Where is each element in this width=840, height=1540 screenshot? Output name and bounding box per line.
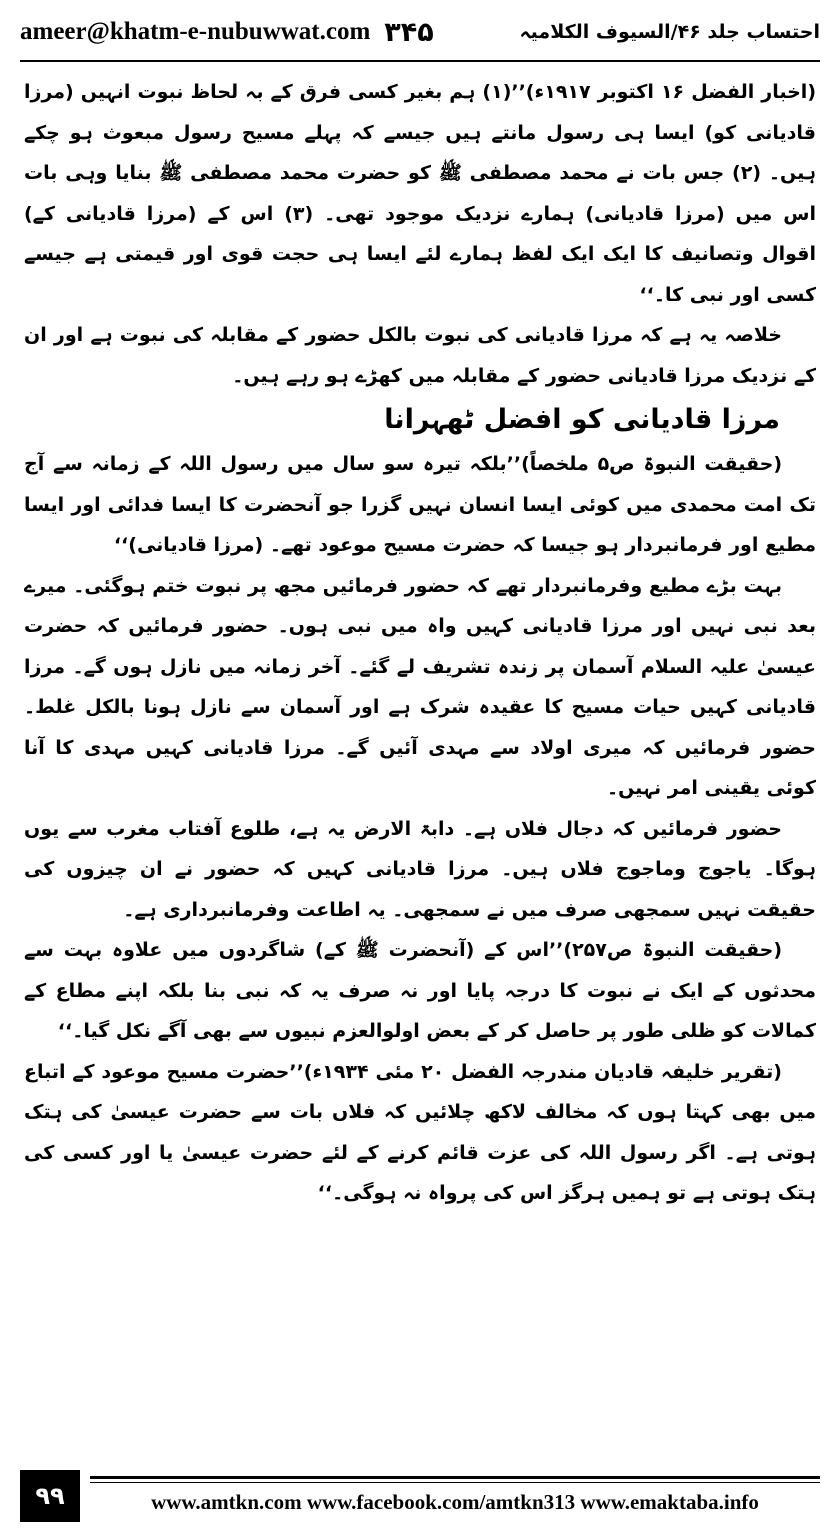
header-divider <box>20 60 820 62</box>
footer-divider-thin <box>90 1482 820 1483</box>
section-heading: مرزا قادیانی کو افضل ٹھہرانا <box>384 404 780 435</box>
page-header <box>20 10 820 54</box>
paragraph: بہت بڑے مطیع وفرمانبردار تھے کہ حضور فرمائیں مجھ پر نبوت ختم ہوگئی۔ میرے بعد نبی نہیں اور مرزا قادیانی کہیں واہ میں نبی ہوں۔ حضور فرمائیں کہ حضرت عیسیٰ علیہ السلام آسمان پر زندہ تشریف لے گئے۔ آخر زمانہ میں نازل ہوں گے۔ مرزا قادیانی کہیں حیات مسیح کا عقیدہ شرک ہے اور آسمان سے نازل ہونا بالکل غلط۔ حضور فرمائیں کہ میری اولاد سے مہدی آئیں گے۔ مرزا قادیانی کہیں مہدی کا آنا کوئی یقینی امر نہیں۔ <box>24 574 816 799</box>
paragraph: (حقیقت النبوۃ ص۲۵۷)’’اس کے (آنحضرت ﷺ کے) شاگردوں میں علاوہ بہت سے محدثوں کے ایک نے نبوت کا درجہ پایا اور نہ صرف یہ کہ نبی بنا بلکہ اپنے مطاع کے کمالات کو ظلی طور پر حاصل کر کے بعض اولوالعزم نبیوں سے بھی آگے نکل گیا۔‘‘ <box>24 939 816 1042</box>
paragraph: (اخبار الفضل ۱۶ اکتوبر ۱۹۱۷ء)’’(۱) ہم بغیر کسی فرق کے بہ لحاظ نبوت انہیں (مرزا قادیانی کو) ایسا ہی رسول مانتے ہیں جیسے کہ پہلے مسیح رسول مبعوث ہو چکے ہیں۔ (۲) جس بات نے محمد مصطفی ﷺ کو حضرت محمد مصطفی ﷺ بنایا وہی بات اس میں (مرزا قادیانی) ہمارے نزدیک موجود تھی۔ (۳) اس کے (مرزا قادیانی کے) اقوال وتصانیف کا ایک ایک لفظ ہمارے لئے ایسا ہی حجت قوی اور قیمتی ہے جیسے کسی اور نبی کا۔‘‘ <box>24 81 816 306</box>
paragraph: خلاصہ یہ ہے کہ مرزا قادیانی کی نبوت بالکل حضور کے مقابلہ کی نبوت ہے اور ان کے نزدیک مرزا قادیانی حضور کے مقابلہ میں کھڑے ہو رہے ہیں۔ <box>24 324 816 387</box>
header-email: ameer@khatm-e-nubuwwat.com <box>20 18 371 45</box>
page-body <box>24 72 816 1448</box>
paragraph: (تقریر خلیفہ قادیان مندرجہ الفضل ۲۰ مئی ۱۹۳۴ء)’’حضرت مسیح موعود کے اتباع میں بھی کہتا ہوں کہ مخالف لاکھ چلائیں کہ فلاں بات سے حضرت عیسیٰ کی ہتک ہوتی ہے۔ اگر رسول اللہ کی عزت قائم کرنے کے لئے حضرت عیسیٰ یا اور کسی کی ہتک ہوتی ہے تو ہمیں ہرگز اس کی پرواہ نہ ہوگی۔‘‘ <box>24 1060 816 1204</box>
paragraph: (حقیقت النبوۃ ص۵ ملخصاً)’’بلکہ تیرہ سو سال میں رسول اللہ کے زمانہ سے آج تک امت محمدی میں کوئی ایسا انسان نہیں گزرا جو آنحضرت کا ایسا فدائی اور ایسا مطیع اور فرمانبردار ہو جیسا کہ حضرت مسیح موعود تھے۔ (مرزا قادیانی)‘‘ <box>24 453 816 556</box>
footer-page-label: ۹۹ <box>20 1470 80 1522</box>
page-footer <box>20 1470 820 1526</box>
footer-divider-thick <box>90 1476 820 1479</box>
paragraph: حضور فرمائیں کہ دجال فلاں ہے۔ دابۃ الارض یہ ہے، طلوع آفتاب مغرب سے یوں ہوگا۔ یاجوج وماجوج فلاں ہیں۔ مرزا قادیانی کہیں کہ حضور نے ان چیزوں کی حقیقت نہیں سمجھی صرف میں نے سمجھی۔ یہ اطاعت وفرمانبرداری ہے۔ <box>24 817 816 921</box>
header-book-title: احتساب جلد ۴۶/السیوف الکلامیہ <box>519 21 820 43</box>
header-page-number: ۳۴۵ <box>384 16 434 48</box>
footer-links: www.amtkn.com www.facebook.com/amtkn313 www.emaktaba.info <box>151 1490 759 1514</box>
header-left <box>20 17 434 48</box>
